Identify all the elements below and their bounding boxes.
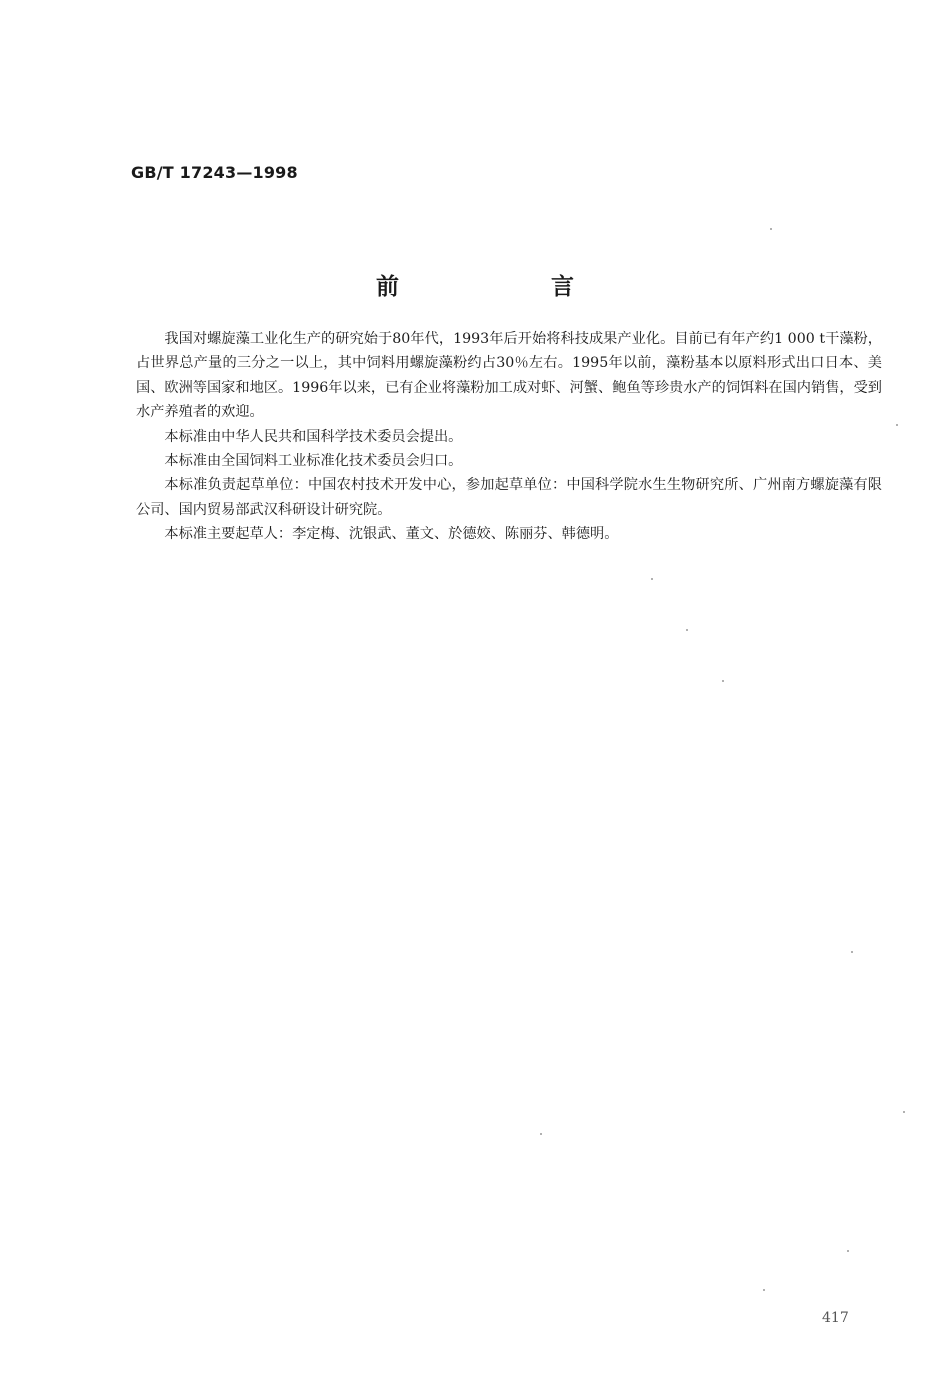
scan-speck <box>722 680 724 682</box>
scan-speck <box>896 424 898 426</box>
scan-speck <box>540 1133 542 1135</box>
page-number: 417 <box>822 1310 849 1326</box>
foreword-body <box>136 327 882 547</box>
paragraph-proposer: 本标准由中华人民共和国科学技术委员会提出。 <box>164 428 463 445</box>
paragraph-drafting-units: 本标准负责起草单位：中国农村技术开发中心，参加起草单位：中国科学院水生生物研究所、广州南方螺旋藻有限公司、国内贸易部武汉科研设计研究院。 <box>136 477 882 518</box>
scan-speck <box>847 1250 849 1252</box>
standard-code: GB/T 17243—1998 <box>131 163 298 182</box>
scan-speck <box>651 578 653 580</box>
scan-speck <box>851 951 853 953</box>
paragraph-administrator: 本标准由全国饲料工业标准化技术委员会归口。 <box>164 453 463 470</box>
scan-speck <box>763 1289 765 1291</box>
scan-speck <box>770 228 772 230</box>
scan-speck <box>686 629 688 631</box>
paragraph-drafters: 本标准主要起草人：李定梅、沈银武、董文、於德姣、陈丽芬、韩德明。 <box>164 526 619 543</box>
scan-speck <box>903 1111 905 1113</box>
paragraph-background: 我国对螺旋藻工业化生产的研究始于80年代，1993年后开始将科技成果产业化。目前已有年产约1 000 t干藻粉，占世界总产量的三分之一以上，其中饲料用螺旋藻粉约占30％左右。1995年以前，藻粉基本以原料形式出口日本、美国、欧洲等国家和地区。1996年以来，已有企业将藻粉加工成对虾、河蟹、鲍鱼等珍贵水产的饲饵料在国内销售，受到水产养殖者的欢迎。 <box>136 331 882 421</box>
page-title: 前 言 <box>375 274 646 300</box>
